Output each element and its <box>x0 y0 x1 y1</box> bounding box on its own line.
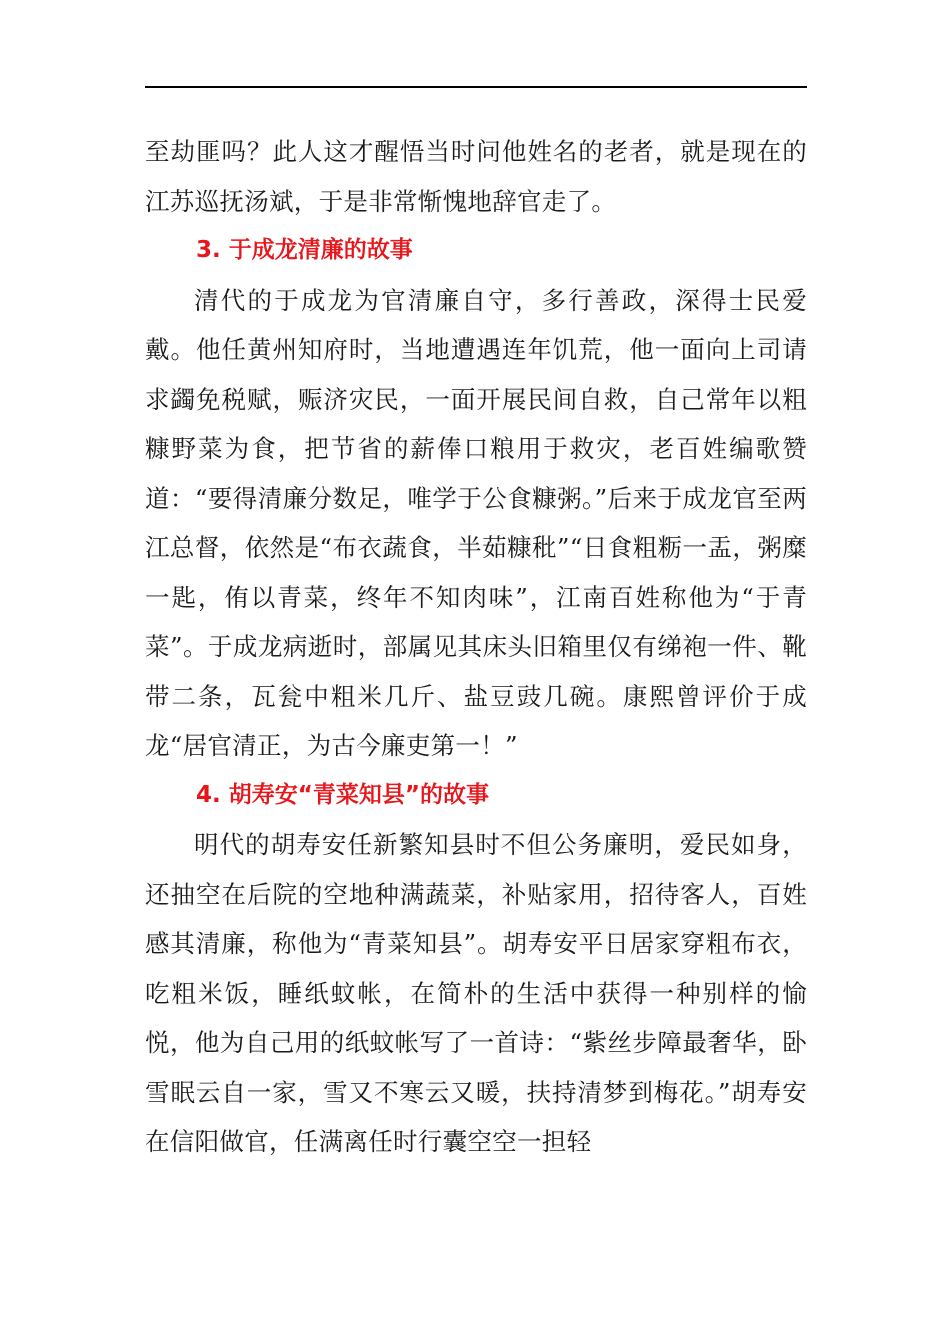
paragraph-yu-chenglong: 清代的于成龙为官清廉自守，多行善政，深得士民爱戴。他任黄州知府时，当地遭遇连年饥荒，他一面向上司请求蠲免税赋，赈济灾民，一面开展民间自救，自己常年以粗糠野菜为食，把节省的薪俸口粮用于救灾，老百姓编歌赞道：“要得清廉分数足，唯学于公食糠粥。”后来于成龙官至两江总督，依然是“布衣蔬食，半茹糠秕”“日食粗粝一盂，粥糜一匙，侑以青菜，终年不知肉味”，江南百姓称他为“于青菜”。于成龙病逝时，部属见其床头旧箱里仅有绨袍一件、靴带二条，瓦瓮中粗米几斤、盐豆豉几碗。康熙曾评价于成龙“居官清正，为古今廉吏第一！” <box>145 285 807 760</box>
section-heading-3: 3. 于成龙清廉的故事 <box>196 237 413 263</box>
header-rule <box>145 86 807 88</box>
paragraph-hu-shouan: 明代的胡寿安任新繁知县时不但公务廉明，爱民如身，还抽空在后院的空地种满蔬菜，补贴家用，招待客人，百姓感其清廉，称他为“青菜知县”。胡寿安平日居家穿粗布衣，吃粗米饭，睡纸蚊帐，在简朴的生活中获得一种别样的愉悦，他为自己用的纸蚊帐写了一首诗：“紫丝步障最奢华，卧雪眠云自一家，雪又不寒云又暖，扶持清梦到梅花。”胡寿安在信阳做官，任满离任时行囊空空一担轻 <box>145 830 807 1156</box>
document-body <box>145 127 807 1167</box>
paragraph-continued: 至劫匪吗？此人这才醒悟当时问他姓名的老者，就是现在的江苏巡抚汤斌，于是非常惭愧地辞官走了。 <box>145 137 807 216</box>
section-heading-4: 4. 胡寿安“青菜知县”的故事 <box>196 781 489 808</box>
